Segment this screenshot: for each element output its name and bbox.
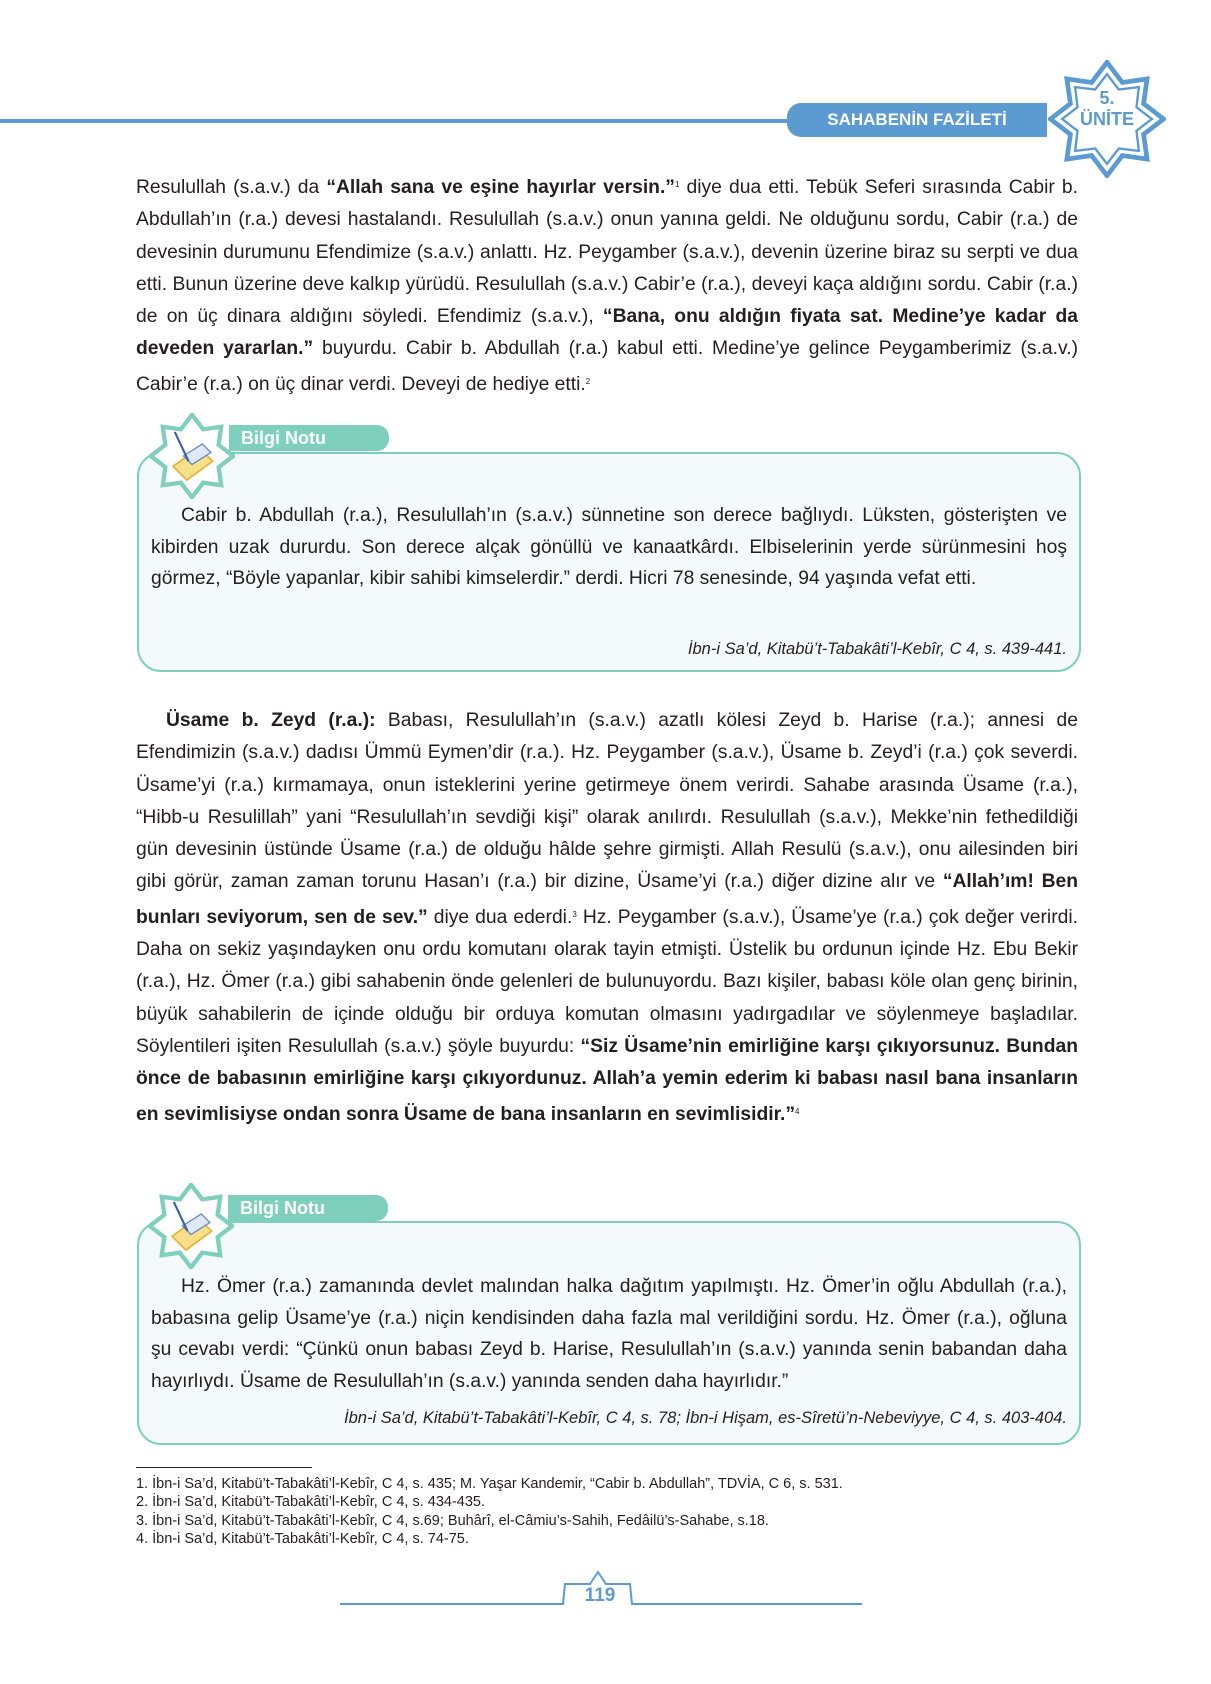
footnote-ref: 2 xyxy=(585,376,591,386)
paragraph-usame xyxy=(136,705,1078,1131)
footnote-ref: 1 xyxy=(674,180,680,189)
quote: “Bana, onu aldığın fiyata sat. Medine’ye kadar da deveden yararlan.” xyxy=(136,306,1078,360)
text: Babası, Resulullah’ın (s.a.v.) azatlı kölesi Zeyd b. Harise (r.a.); annesi de Efendimizin (s.a.v.) dadısı Ümmü Eymen’dir (r.a.). Hz. Peygamber (s.a.v.), Üsame b. Zeyd’i (r.a.) çok severdi. Üsame’yi (r.a.) kırmamaya, onun isteklerini yerine getirmeye önem verirdi. Sahabe arasında Üsame (r.a.), “Hibb-u Resulillah” yani “Resulullah’ın sevdiği kişi” olarak anılırdı. Resulullah (s.a.v.), Mekke’nin fethedildiği gün devesinin üstünde Üsame (r.a.) de olduğu hâlde şehre girmişti. Allah Resulü (s.a.v.), onu ailesinden biri gibi görür, zaman zaman torunu Hasan’ı (r.a.) bir dizine, Üsame’yi (r.a.) diğer dizine alır ve xyxy=(136,710,1078,893)
footnote: 3. İbn-i Sa’d, Kitabü’t-Tabakâti’l-Kebîr, C 4, s.69; Buhârî, el-Câmiu’s-Sahih, Fedâilü’s-Sahabe, s.18. xyxy=(136,1512,769,1529)
note-source: İbn-i Sa’d, Kitabü’t-Tabakâti’l-Kebîr, C 4, s. 439-441. xyxy=(687,640,1067,658)
note-label: Bilgi Notu xyxy=(228,1195,388,1221)
text: buyurdu. Cabir b. Abdullah (r.a.) kabul etti. Medine’ye gelince Peygamberimiz (s.a.v.) Cabir’e (r.a.) on üç dinar verdi. Deveyi de hediye etti. xyxy=(136,338,1079,395)
info-note-1 xyxy=(137,452,1081,672)
note-pencil-icon xyxy=(148,1183,234,1269)
text: Resulullah (s.a.v.) da xyxy=(136,177,327,198)
quote: “Allah’ım! Ben bunları seviyorum, sen de sev.” xyxy=(136,871,1079,928)
note-source: İbn-i Sa’d, Kitabü’t-Tabakâti’l-Kebîr, C 4, s. 78; İbn-i Hişam, es-Sîretü’n-Nebeviyye, C 4, s. 403-404. xyxy=(344,1409,1067,1427)
unit-badge xyxy=(1048,88,1166,130)
unit-label: ÜNİTE xyxy=(1080,109,1134,129)
footnote: 2. İbn-i Sa’d, Kitabü’t-Tabakâti’l-Kebîr, C 4, s. 434-435. xyxy=(136,1494,485,1511)
footnote-rule xyxy=(136,1467,312,1468)
note-pencil-icon xyxy=(149,413,235,499)
note-label: Bilgi Notu xyxy=(229,425,389,451)
section-title: SAHABENİN FAZİLETİ xyxy=(787,103,1047,137)
footnote-ref: 4 xyxy=(795,1106,800,1116)
note-text: Cabir b. Abdullah (r.a.), Resulullah’ın (s.a.v.) sünnetine son derece bağlıydı. Lüksten, gösterişten ve kibirden uzak dururdu. Son derece alçak gönüllü ve kanaatkârdı. Elbiselerinin yerde sürünmesini hoş görmez, “Böyle yapanlar, kibir sahibi kimselerdir.” derdi. Hicri 78 senesinde, 94 yaşında vefat etti. xyxy=(151,505,1067,589)
subheading: Üsame b. Zeyd (r.a.): xyxy=(166,710,376,731)
quote: “Siz Üsame’nin emirliğine karşı çıkıyorsunuz. Bundan önce de babasının emirliğine karşı çıkıyordunuz. Allah’a yemin ederim ki babası nasıl bana insanların en sevimlisiyse ondan sonra Üsame de bana insanların en sevimlisidir.” xyxy=(136,1035,1078,1125)
note-text: Hz. Ömer (r.a.) zamanında devlet malından halka dağıtım yapılmıştı. Hz. Ömer’in oğlu Abdullah (r.a.), babasına gelip Üsame’ye (r.a.) niçin kendisinden daha fazla mal verildiğini sordu. Hz. Ömer (r.a.), oğluna şu cevabı verdi: “Çünkü onun babası Zeyd b. Harise, Resulullah’ın (s.a.v.) yanında senin babandan daha hayırlıydı. Üsame de Resulullah’ın (s.a.v.) yanında senden daha hayırlıdır.” xyxy=(151,1276,1067,1392)
paragraph-cabir xyxy=(136,169,1078,401)
unit-number: 5. xyxy=(1099,88,1115,108)
footnotes xyxy=(136,1475,843,1548)
footnote: 4. İbn-i Sa’d, Kitabü’t-Tabakâti’l-Kebîr, C 4, s. 74-75. xyxy=(136,1530,469,1547)
info-note-2 xyxy=(137,1221,1081,1445)
page-number: 119 xyxy=(584,1585,616,1606)
header-rule xyxy=(0,119,800,123)
quote: “Allah sana ve eşine hayırlar versin.” xyxy=(326,177,675,198)
text: diye dua etti. Tebük Seferi sırasında Cabir b. Abdullah’ın (r.a.) devesi hastalandı. Resulullah (s.a.v.) onun yanına geldi. Ne olduğunu sordu, Cabir (r.a.) de devesinin durumunu Efendimize (s.a.v.) anlattı. Hz. Peygamber (s.a.v.), devenin üzerine biraz su serpti ve dua etti. Bunun üzerine deve kalkıp yürüdü. Resulullah (s.a.v.) Cabir’e (r.a.), deveyi kaça aldığını sordu. Cabir (r.a.) de on üç dinara aldığını söyledi. Efendimiz (s.a.v.), xyxy=(136,177,1078,328)
text: diye dua ederdi. xyxy=(427,906,573,928)
text: Hz. Peygamber (s.a.v.), Üsame’ye (r.a.) çok değer verirdi. Daha on sekiz yaşındayken onu ordu komutanı olarak tayin etmişti. Üstelik bu ordunun içinde Hz. Ebu Bekir (r.a.), Hz. Ömer (r.a.) gibi sahabenin önde gelenleri de bulunuyordu. Bazı kişiler, babası köle olan genç birinin, büyük sahabilerin de içinde olduğu bir orduya komutan olmasını yadırgadılar ve söylenmeye başladılar. Söylentileri işiten Resulullah (s.a.v.) şöyle buyurdu: xyxy=(136,906,1078,1057)
footnote-ref: 3 xyxy=(572,909,577,919)
footnote: 1. İbn-i Sa’d, Kitabü’t-Tabakâti’l-Kebîr, C 4, s. 435; M. Yaşar Kandemir, “Cabir b. Abdullah”, TDVİA, C 6, s. 531. xyxy=(136,1476,843,1492)
